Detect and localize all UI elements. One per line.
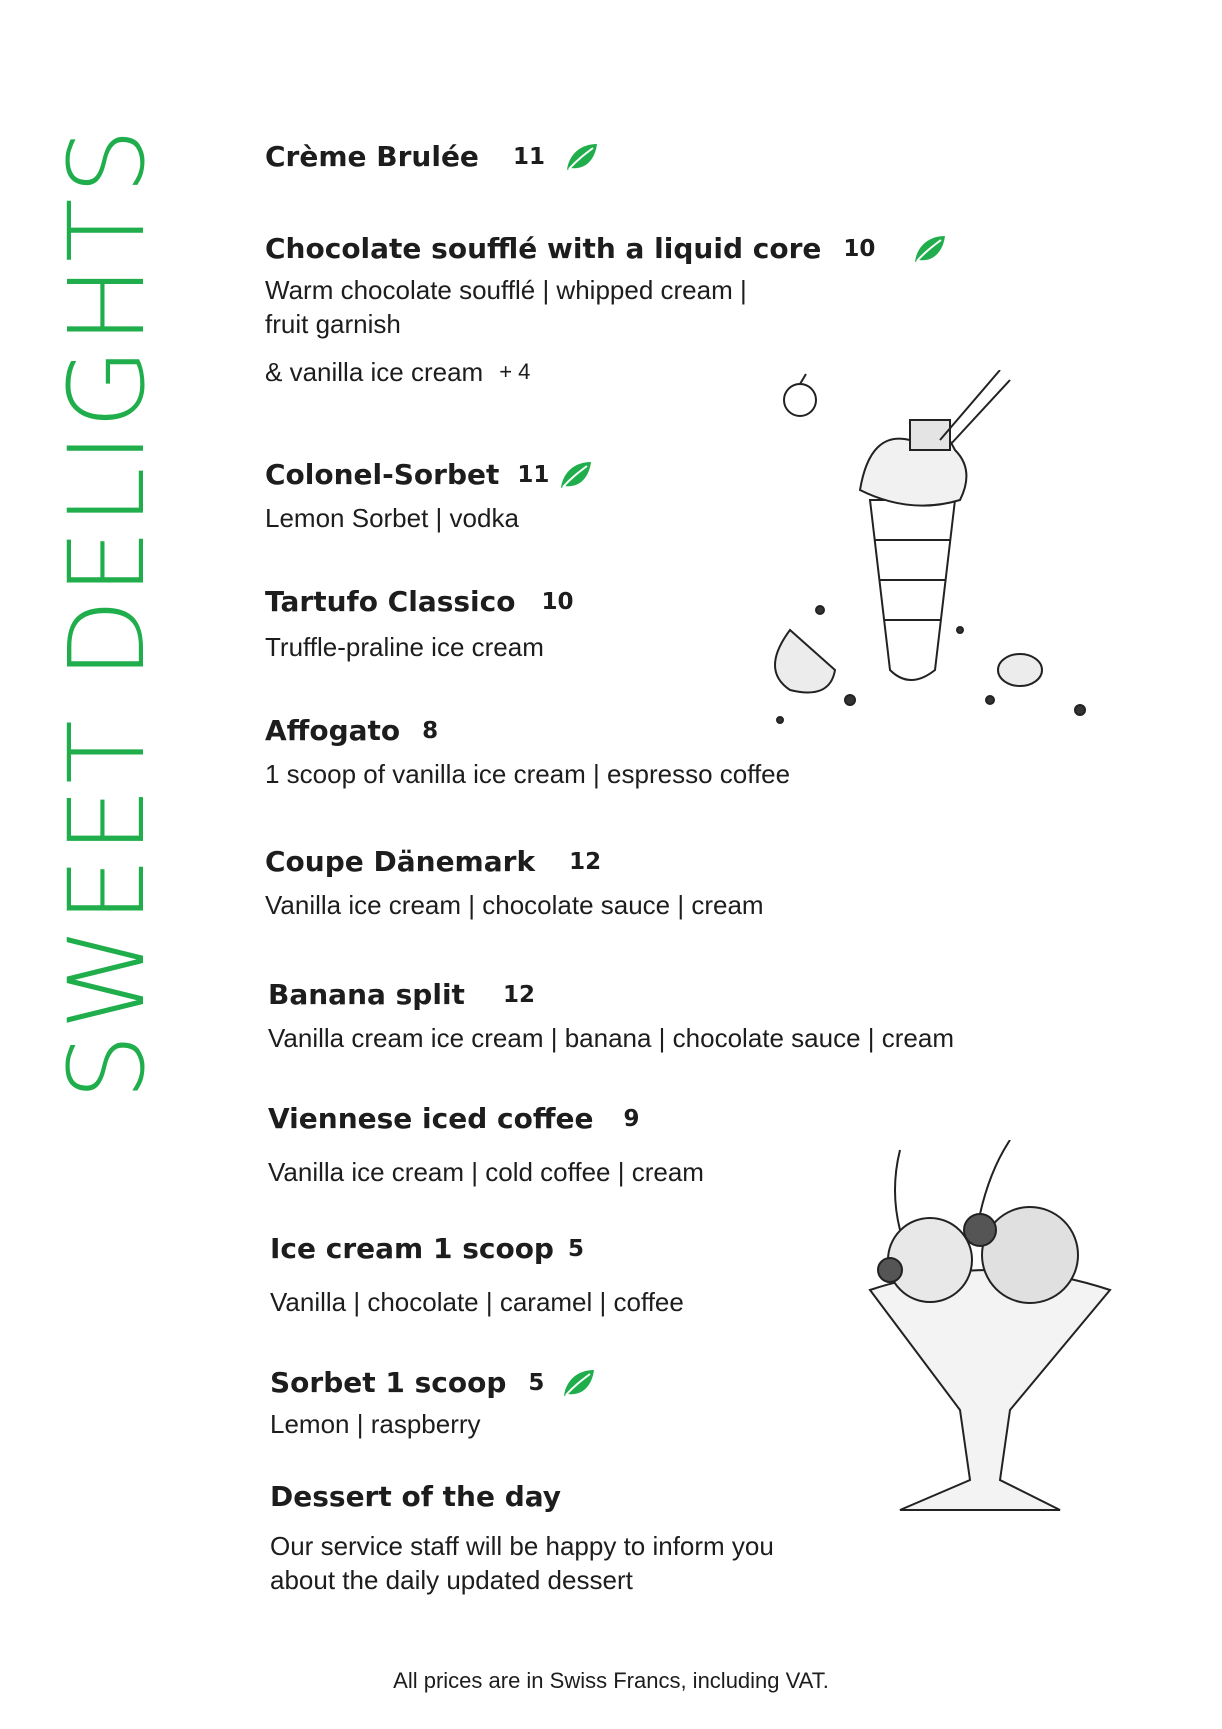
item-name: Coupe Dänemark [265, 845, 536, 878]
menu-item-banana-split [268, 978, 954, 1055]
item-description: Warm chocolate soufflé | whipped cream | [265, 275, 747, 305]
item-name: Crème Brulée [265, 140, 479, 173]
item-description: Lemon Sorbet | vodka [265, 503, 519, 533]
menu-item-colonel-sorbet [265, 458, 593, 535]
vegan-leaf-icon [559, 460, 593, 490]
item-description: 1 scoop of vanilla ice cream | espresso coffee [265, 759, 791, 789]
item-price: 9 [623, 1105, 640, 1132]
item-description: fruit garnish [265, 309, 401, 339]
item-price: 12 [569, 848, 602, 875]
item-description: Vanilla ice cream | cold coffee | cream [268, 1157, 704, 1187]
vegan-leaf-icon [913, 234, 947, 264]
item-description: about the daily updated dessert [270, 1565, 633, 1595]
item-name: Affogato [265, 714, 401, 747]
menu-item-dessert-of-the-day [270, 1480, 774, 1597]
item-description: Vanilla cream ice cream | banana | chocolate sauce | cream [268, 1023, 955, 1053]
item-price: 5 [567, 1235, 584, 1262]
menu-item-ice-cream-scoop [270, 1232, 684, 1319]
item-description: Our service staff will be happy to inform you [270, 1531, 774, 1561]
item-description: Vanilla ice cream | chocolate sauce | cream [265, 890, 764, 920]
vegan-leaf-icon [565, 142, 599, 172]
item-name: Chocolate soufflé with a liquid core [265, 232, 822, 265]
item-description: Vanilla | chocolate | caramel | coffee [270, 1287, 684, 1317]
menu-item-coupe-daenemark [265, 845, 764, 922]
menu-item-viennese-iced-coffee [268, 1102, 704, 1189]
item-name: Tartufo Classico [265, 585, 516, 618]
item-name: Banana split [268, 978, 465, 1011]
menu-item-chocolate-souffle [265, 232, 947, 389]
item-name: Viennese iced coffee [268, 1102, 594, 1135]
extra-label: & vanilla ice cream [265, 357, 484, 387]
section-title: SWEET DELIGHTS [46, 124, 168, 1100]
item-description: Lemon | raspberry [270, 1409, 481, 1439]
item-price: 12 [502, 981, 535, 1008]
item-price: 10 [843, 235, 876, 262]
vegan-leaf-icon [562, 1368, 596, 1398]
menu-item-affogato [265, 714, 790, 791]
price-footnote: All prices are in Swiss Francs, including VAT. [393, 1668, 829, 1693]
menu-item-creme-brulee [265, 140, 599, 173]
item-name: Colonel-Sorbet [265, 458, 500, 491]
extra-price: + 4 [499, 359, 531, 384]
item-price: 8 [422, 717, 439, 744]
item-price: 5 [528, 1369, 545, 1396]
coupe-glass-illustration [860, 1140, 1120, 1520]
menu-item-sorbet-scoop [270, 1366, 596, 1441]
item-price: 11 [517, 461, 550, 488]
item-description: Truffle-praline ice cream [265, 632, 544, 662]
item-name: Dessert of the day [270, 1480, 562, 1513]
item-name: Ice cream 1 scoop [270, 1232, 554, 1265]
item-price: 10 [541, 588, 574, 615]
item-name: Sorbet 1 scoop [270, 1366, 507, 1399]
menu-item-tartufo-classico [265, 585, 574, 664]
item-price: 11 [512, 143, 545, 170]
sundae-glass-illustration [760, 370, 1100, 740]
